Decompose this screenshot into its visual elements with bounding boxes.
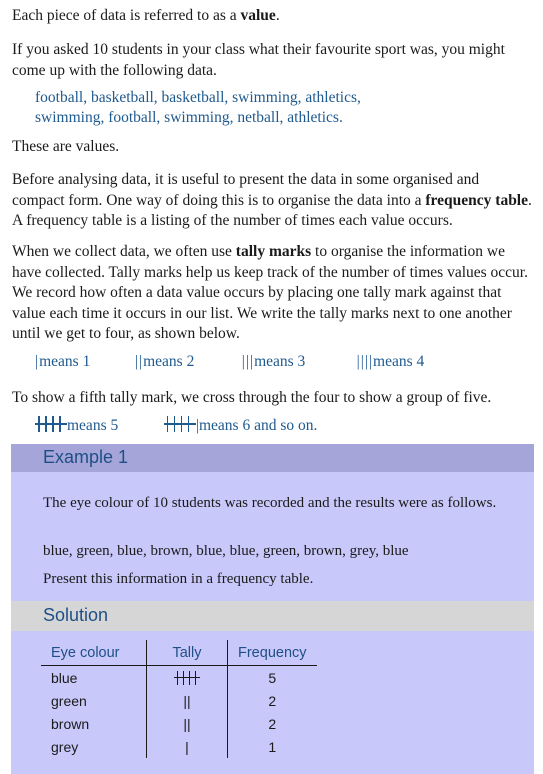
- tally-2: ||means 2: [134, 353, 195, 370]
- survey-paragraph: If you asked 10 students in your class what their favourite sport was, you might come up with the following data.: [12, 41, 505, 79]
- cell-tally: ||: [147, 689, 228, 712]
- tally-4: ||||means 4: [356, 353, 425, 370]
- cell-frequency: 1: [228, 735, 317, 758]
- table-row: [41, 735, 317, 758]
- frequency-table: [41, 640, 317, 758]
- table-row: [41, 689, 317, 712]
- cell-colour: grey: [51, 738, 79, 755]
- cell-tally: ||: [147, 712, 228, 735]
- tally-examples-1-to-4: [35, 352, 424, 372]
- table-row: [41, 666, 317, 690]
- table-row: [41, 712, 317, 735]
- header-eye-colour: Eye colour: [41, 640, 147, 666]
- table-header-row: [41, 640, 317, 666]
- example-problem: The eye colour of 10 students was recorded and the results were as follows.: [43, 495, 497, 511]
- cell-frequency: 2: [228, 712, 317, 735]
- cell-colour: green: [51, 692, 87, 709]
- solution-title: Solution: [43, 605, 109, 625]
- cell-colour: brown: [51, 715, 90, 732]
- example-title: Example 1: [43, 447, 129, 467]
- example-header: [11, 444, 534, 472]
- sports-data-line-1: football, basketball, basketball, swimming, athletics,: [35, 89, 361, 106]
- tally-marks-paragraph: When we collect data, we often use tally marks to organise the information we have collected. Tally marks help us keep track of the number of times values occur. We record how often a data value occurs by placing one tally mark against that value each time it occurs in our list. We write the tally marks next to one another until we get to four, as shown below.: [12, 243, 528, 342]
- example-box: [11, 444, 534, 774]
- cell-frequency: 2: [228, 689, 317, 712]
- tally-five-group-icon: [35, 416, 67, 432]
- tally-6: |means 6 and so on.: [164, 416, 318, 436]
- tally-3: |||means 3: [241, 353, 306, 370]
- fifth-tally-sentence: To show a fifth tally mark, we cross through the four to show a group of five.: [12, 389, 492, 406]
- sports-data-line-2: swimming, football, swimming, netball, athletics.: [35, 109, 343, 126]
- tally-1: |means 1: [35, 353, 91, 370]
- value-definition: Each piece of data is referred to as a value.: [12, 7, 280, 24]
- cell-colour: blue: [51, 669, 78, 686]
- tally-five-group-icon: [164, 416, 196, 432]
- solution-header: [11, 601, 534, 631]
- frequency-table-paragraph: Before analysing data, it is useful to present the data in some organised and compact form. One way of doing this is to organise the data into a frequency table. A frequency table is a listing of the number of times each value occurs.: [12, 171, 532, 229]
- example-data: blue, green, blue, brown, blue, blue, green, brown, grey, blue: [43, 543, 409, 559]
- tally-5: means 5: [35, 416, 160, 436]
- tally-five-group-icon: [174, 671, 200, 685]
- cell-tally: |: [147, 735, 228, 758]
- header-tally: Tally: [147, 640, 228, 666]
- example-instruction: Present this information in a frequency table.: [43, 571, 314, 587]
- these-are-values: These are values.: [12, 138, 120, 155]
- tally-examples-5-and-6: [35, 416, 317, 436]
- cell-frequency: 5: [228, 666, 317, 690]
- header-frequency: Frequency: [228, 640, 317, 666]
- cell-tally: [147, 666, 228, 690]
